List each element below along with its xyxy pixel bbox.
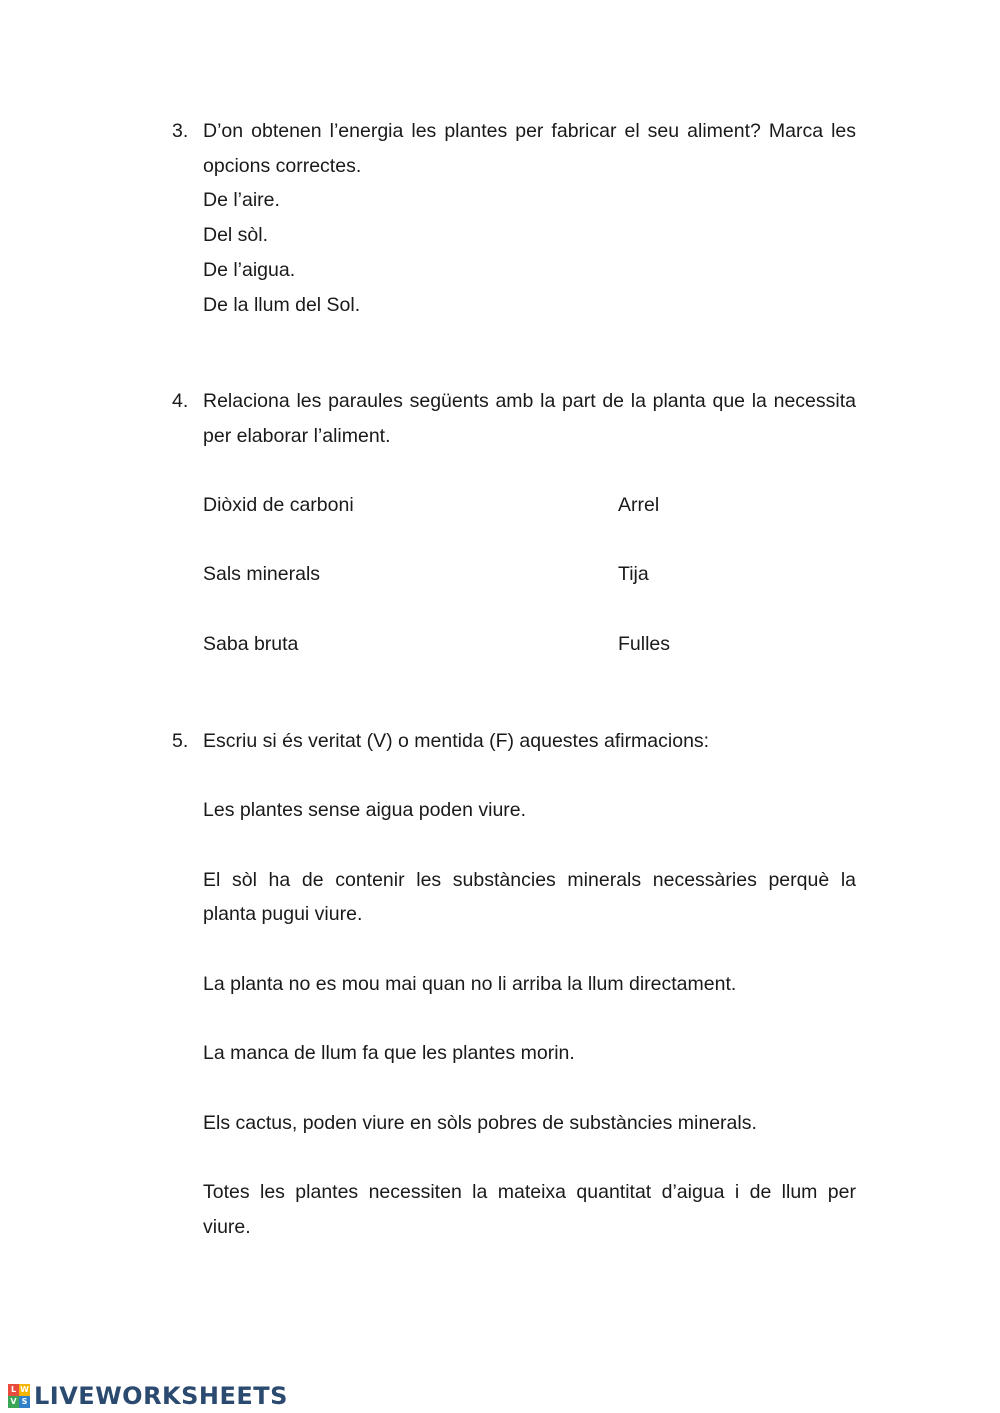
logo-block: L: [8, 1384, 19, 1396]
q5-statement-6-line1: Totes les plantes necessiten la mateixa quantitat d’aigua i de llum per: [203, 1181, 856, 1203]
q5-statement-5: Els cactus, poden viure en sòls pobres de substàncies minerals.: [203, 1112, 757, 1134]
logo-block: V: [8, 1396, 19, 1408]
q5-prompt: Escriu si és veritat (V) o mentida (F) aquestes afirmacions:: [203, 730, 710, 752]
q4-right-item[interactable]: Fulles: [618, 633, 671, 655]
q4-left-item[interactable]: Sals minerals: [203, 563, 321, 585]
q4-text-line2: per elaborar l’aliment.: [203, 425, 391, 447]
q4-left-item[interactable]: Saba bruta: [203, 633, 299, 655]
q5-statement-4: La manca de llum fa que les plantes morin.: [203, 1042, 575, 1064]
q5-statement-2-line1: El sòl ha de contenir les substàncies minerals necessàries perquè la: [203, 869, 856, 891]
q5-statement-1: Les plantes sense aigua poden viure.: [203, 799, 527, 821]
q4-right-item[interactable]: Tija: [618, 563, 649, 585]
liveworksheets-footer: [8, 1382, 288, 1410]
liveworksheets-logo-icon: [8, 1384, 30, 1408]
q5-number: 5.: [172, 730, 189, 752]
q3-option[interactable]: De l’aigua.: [203, 259, 296, 281]
q3-number: 3.: [172, 120, 189, 142]
q3-option[interactable]: Del sòl.: [203, 224, 269, 246]
q5-statement-6-line2: viure.: [203, 1216, 251, 1238]
logo-block: W: [20, 1385, 29, 1394]
liveworksheets-brand: LIVEWORKSHEETS: [34, 1382, 288, 1410]
q3-option[interactable]: De l’aire.: [203, 189, 280, 211]
q5-statement-3: La planta no es mou mai quan no li arriba la llum directament.: [203, 973, 737, 995]
q4-left-item[interactable]: Diòxid de carboni: [203, 494, 354, 516]
logo-block: S: [19, 1396, 30, 1408]
q5-statement-2-line2: planta pugui viure.: [203, 903, 363, 925]
q3-text-line1: D’on obtenen l’energia les plantes per fabricar el seu aliment? Marca les: [203, 120, 856, 142]
q4-number: 4.: [172, 390, 189, 412]
q4-right-item[interactable]: Arrel: [618, 494, 660, 516]
q3-text-line2: opcions correctes.: [203, 155, 362, 177]
q3-option[interactable]: De la llum del Sol.: [203, 294, 361, 316]
q4-text-line1: Relaciona les paraules següents amb la part de la planta que la necessita: [203, 390, 856, 412]
